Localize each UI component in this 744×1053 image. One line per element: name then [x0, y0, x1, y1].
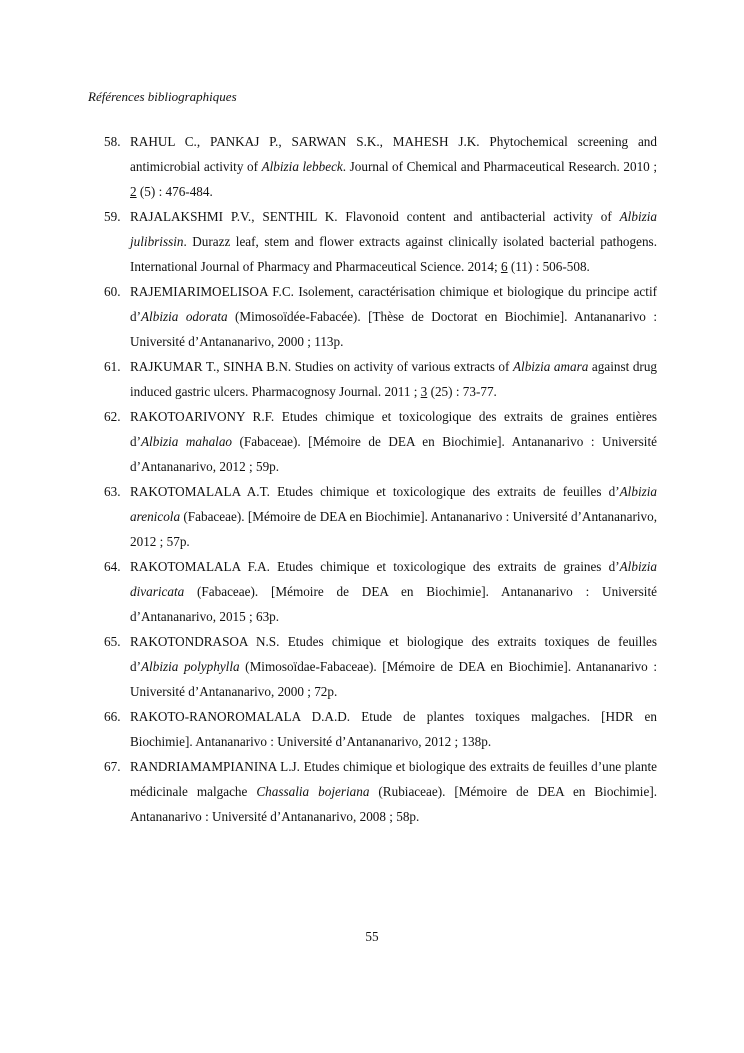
reference-number: 59. — [104, 209, 121, 224]
reference-text — [130, 209, 657, 274]
reference-text — [130, 484, 657, 549]
reference-item — [104, 354, 657, 404]
reference-number: 66. — [104, 709, 121, 724]
reference-segment: RANDRIAMAMPIANINA L.J. Etudes chimique et biologique des extraits de feuilles d’une plante médicinale malgache — [130, 759, 657, 799]
reference-segment: (Fabaceae). [Mémoire de DEA en Biochimie]. Antananarivo : Université d’Antananarivo, 2012 ; 59p. — [130, 434, 657, 474]
species-name: Albizia amara — [512, 359, 589, 374]
reference-text — [130, 359, 657, 399]
reference-segment: (25) : 73-77. — [427, 384, 497, 399]
reference-number: 62. — [104, 409, 121, 424]
reference-item — [104, 554, 657, 629]
reference-text — [130, 409, 657, 474]
reference-segment: RAKOTOMALALA F.A. Etudes chimique et toxicologique des extraits de graines d’ — [130, 559, 620, 574]
species-name: Albizia arenicola — [130, 484, 657, 524]
reference-text — [130, 284, 657, 349]
species-name: Albizia odorata — [141, 309, 228, 324]
reference-text — [130, 759, 657, 824]
reference-segment: . Durazz leaf, stem and flower extracts against clinically isolated bacterial pathogens. International Journal of Pharmacy and Pharmaceutical Science. 2014; — [130, 234, 657, 274]
reference-segment: RAKOTO-RANOROMALALA D.A.D. Etude de plantes toxiques malgaches. [HDR en Biochimie]. Antananarivo : Université d’Antananarivo, 2012 ; 138p. — [130, 709, 657, 749]
reference-segment: (Rubiaceae). [Mémoire de DEA en Biochimie]. Antananarivo : Université d’Antananarivo, 2008 ; 58p. — [130, 784, 658, 824]
reference-segment: against drug induced gastric ulcers. Pharmacognosy Journal. 2011 ; — [130, 359, 658, 399]
volume-number: 2 — [130, 184, 137, 199]
reference-item — [104, 204, 657, 279]
reference-list — [104, 129, 657, 829]
reference-number: 63. — [104, 484, 121, 499]
species-name: Chassalia bojeriana — [256, 784, 370, 799]
species-name: Albizia mahalao — [141, 434, 233, 449]
reference-text — [130, 709, 657, 749]
species-name: Albizia divaricata — [130, 559, 657, 599]
reference-item — [104, 279, 657, 354]
reference-number: 64. — [104, 559, 121, 574]
reference-segment: RAHUL C., PANKAJ P., SARWAN S.K., MAHESH J.K. Phytochemical screening and antimicrobial activity of — [130, 134, 657, 174]
reference-number: 61. — [104, 359, 121, 374]
species-name: Albizia julibrissin — [130, 209, 657, 249]
reference-item — [104, 404, 657, 479]
reference-text — [130, 559, 657, 624]
page-number: 55 — [365, 929, 379, 944]
reference-number: 67. — [104, 759, 121, 774]
volume-number: 3 — [420, 384, 428, 399]
volume-number: 6 — [500, 259, 508, 274]
reference-text — [130, 634, 657, 699]
reference-segment: . Journal of Chemical and Pharmaceutical Research. 2010 ; — [342, 159, 658, 174]
species-name: Albizia lebbeck — [261, 159, 343, 174]
reference-segment: RAJKUMAR T., SINHA B.N. Studies on activity of various extracts of — [130, 359, 513, 374]
reference-item — [104, 754, 657, 829]
reference-segment: (5) : 476-484. — [136, 184, 213, 199]
reference-number: 65. — [104, 634, 121, 649]
reference-segment: (Fabaceae). [Mémoire de DEA en Biochimie]. Antananarivo : Université d’Antananarivo, 2012 ; 57p. — [130, 509, 657, 549]
reference-text — [130, 134, 657, 199]
reference-segment: RAKOTOMALALA A.T. Etudes chimique et toxicologique des extraits de feuilles d’ — [130, 484, 620, 499]
reference-item — [104, 629, 657, 704]
reference-segment: (Mimosoïdae-Fabaceae). [Mémoire de DEA en Biochimie]. Antananarivo : Université d’Antananarivo, 2000 ; 72p. — [130, 659, 657, 699]
reference-item — [104, 704, 657, 754]
reference-segment: (Mimosoïdée-Fabacée). [Thèse de Doctorat en Biochimie]. Antananarivo : Université d’Antananarivo, 2000 ; 113p. — [130, 309, 657, 349]
species-name: Albizia polyphylla — [141, 659, 240, 674]
running-header: Références bibliographiques — [88, 89, 237, 104]
reference-item — [104, 479, 657, 554]
reference-item — [104, 129, 657, 204]
reference-segment: RAKOTONDRASOA N.S. Etudes chimique et biologique des extraits toxiques de feuilles d’ — [130, 634, 657, 674]
reference-segment: (11) : 506-508. — [507, 259, 590, 274]
reference-number: 58. — [104, 134, 121, 149]
reference-segment: RAKOTOARIVONY R.F. Etudes chimique et toxicologique des extraits de graines entières d’ — [130, 409, 657, 449]
reference-segment: (Fabaceae). [Mémoire de DEA en Biochimie]. Antananarivo : Université d’Antananarivo, 2015 ; 63p. — [130, 584, 657, 624]
reference-segment: RAJALAKSHMI P.V., SENTHIL K. Flavonoid content and antibacterial activity of — [130, 209, 620, 224]
reference-number: 60. — [104, 284, 121, 299]
reference-segment: RAJEMIARIMOELISOA F.C. Isolement, caractérisation chimique et biologique du principe actif d’ — [130, 284, 657, 324]
